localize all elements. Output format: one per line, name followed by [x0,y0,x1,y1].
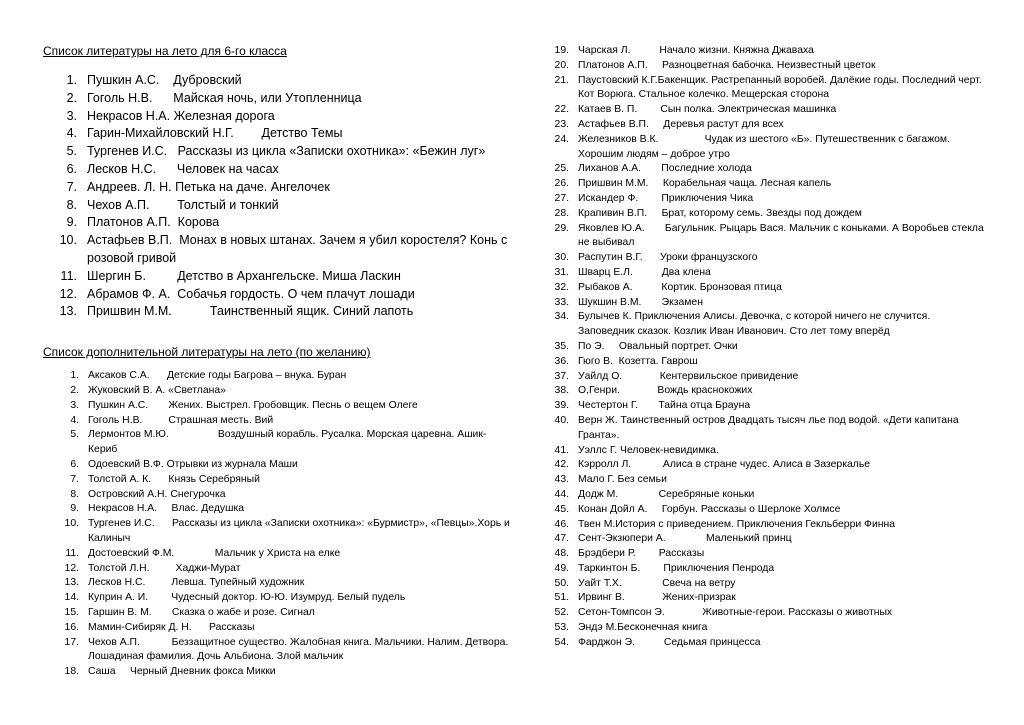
list-item-number: 6. [70,458,79,470]
additional-list-item [43,369,513,384]
list-item-number: 5. [66,144,77,159]
additional-list-item [545,266,985,281]
list-item-text: Толстой Л.Н. Хаджи-Мурат [88,562,241,574]
list-item-number: 28. [554,207,569,219]
additional-reading-list [43,369,513,680]
right-column [545,44,985,651]
list-item-text: Гоголь Н.В. Страшная месть. Вий [88,414,274,426]
additional-list-item [545,162,985,177]
list-item-number: 2. [70,384,79,396]
main-list-item [43,232,513,268]
main-list-item [43,161,513,179]
list-item-number: 11. [65,547,79,559]
list-item-number: 10. [64,518,79,530]
list-item-text: Пушкин А.С. Дубровский [87,73,242,87]
main-list-item [43,303,513,321]
list-item-text: Рыбаков А. Кортик. Бронзовая птица [578,281,782,293]
list-item-text: Чехов А.П. Толстый и тонкий [87,197,279,212]
list-item-number: 24. [554,133,569,145]
list-item-text: Гоголь Н.В. Майская ночь, или Утопленница [87,90,362,105]
list-item-number: 36. [554,355,569,367]
additional-list-item [43,606,513,621]
main-list-item [43,143,513,161]
additional-list-item [43,502,513,517]
list-item-number: 22. [554,104,569,116]
list-item-number: 47. [554,533,569,545]
list-item-number: 35. [554,340,569,352]
list-item-text: Лиханов А.А. Последние холода [578,163,752,175]
list-item-number: 45. [554,503,569,515]
list-item-number: 38. [554,385,569,397]
list-item-text: Андреев. Л. Н. Петька на даче. Ангелочек [87,179,330,194]
list-item-text: Толстой А. К. Князь Серебряный [88,473,260,485]
additional-list-item [545,310,985,340]
additional-list-item [545,458,985,473]
list-item-text: Гарин-Михайловский Н.Г. Детство Темы [87,126,343,141]
list-item-number: 13. [64,577,79,589]
list-item-number: 29. [554,222,569,234]
list-item-number: 1. [66,73,77,87]
list-item-text: Честертон Г. Тайна отца Брауна [578,400,751,412]
list-item-number: 13. [59,304,77,319]
list-item-text: Булычев К. Приключения Алисы. Девочка, с которой ничего не случится. Заповедник сказок. Козлик Иван Иванович. Сто лет тому вперёд [578,311,934,338]
list-item-text: Сент-Экзюпери А. Маленький принц [578,533,792,545]
list-item-text: Яковлев Ю.А. Багульник. Рыцарь Вася. Мальчик с коньками. А Воробьев стекла не выбивал [578,222,987,249]
list-item-number: 26. [554,178,569,190]
additional-list-item [545,281,985,296]
additional-list-item [43,399,513,414]
list-item-text: Пришвин М.М. Корабельная чаща. Лесная капель [578,178,832,190]
list-item-text: Лесков Н.С. Левша. Тупейный художник [88,577,305,589]
list-item-text: Додж М. Серебряные коньки [578,488,755,500]
additional-list-item [545,177,985,192]
list-item-number: 31. [554,266,569,278]
list-item-number: 51. [554,592,569,604]
list-item-number: 19. [554,45,569,56]
list-item-text: Таркинтон Б. Приключения Пенрода [578,562,775,574]
list-item-text: Пушкин А.С. Жених. Выстрел. Гробовщик. Песнь о вещем Олеге [88,399,418,411]
main-list-item [43,214,513,232]
list-item-number: 34. [554,311,569,323]
additional-list-item [43,591,513,606]
additional-list-item [545,192,985,207]
list-item-number: 43. [554,474,569,486]
additional-list-item [545,355,985,370]
additional-list-item [545,577,985,592]
main-list-item [43,179,513,197]
additional-list-item [43,621,513,636]
additional-list-item [43,473,513,488]
additional-list-item [545,444,985,459]
list-item-number: 8. [70,488,79,500]
list-item-number: 5. [70,429,79,441]
list-item-text: Катаев В. П. Сын полка. Электрическая машинка [578,104,837,116]
list-item-text: Тургенев И.С. Рассказы из цикла «Записки охотника»: «Бежин луг» [87,144,486,159]
additional-list-item [545,518,985,533]
list-item-number: 52. [554,607,569,619]
additional-list-item [545,606,985,621]
list-item-number: 6. [66,161,77,176]
list-item-number: 32. [554,281,569,293]
list-item-number: 16. [64,621,79,633]
additional-list-item [545,251,985,266]
list-item-text: Чехов А.П. Беззащитное существо. Жалобная книга. Мальчики. Налим. Детвора. Лошадиная фамилия. Дочь Альбиона. Злой мальчик [88,636,512,663]
main-list-item [43,72,513,90]
additional-list-item [545,562,985,577]
list-item-number: 44. [554,488,569,500]
additional-list-item [43,458,513,473]
list-item-number: 41. [554,444,569,456]
main-list-item [43,90,513,108]
list-item-text: Аксаков С.А. Детские годы Багрова – внука. Буран [88,370,347,382]
list-item-text: Шварц Е.Л. Два клена [578,266,711,278]
additional-list-item [545,118,985,133]
list-item-text: По Э. Овальный портрет. Очки [578,340,738,352]
additional-list-item [545,59,985,74]
list-item-number: 15. [64,606,79,618]
additional-reading-list-continued [545,44,985,651]
list-item-number: 54. [554,636,569,648]
list-item-text: Мамин-Сибиряк Д. Н. Рассказы [88,621,255,633]
list-item-number: 2. [66,90,77,105]
additional-list-item [43,665,513,680]
list-item-text: Гюго В. Козетта. Гаврош [578,355,698,367]
list-item-text: Конан Дойл А. Горбун. Рассказы о Шерлоке Холмсе [578,503,841,515]
list-item-text: Кэрролл Л. Алиса в стране чудес. Алиса в Зазеркалье [578,459,871,471]
additional-list-item [545,44,985,59]
list-item-text: Некрасов Н.А. Влас. Дедушка [88,503,245,515]
additional-list-item [43,428,513,458]
main-list-heading: Список литературы на лето для 6-го класса [43,44,287,58]
additional-list-item [545,384,985,399]
list-item-number: 12. [64,562,79,574]
list-item-text: Островский А.Н. Снегурочка [88,488,226,500]
list-item-text: Паустовский К.Г.Бакенщик. Растрепанный воробей. Далёкие годы. Последний черт. Кот Ворюга. Стальное колечко. Мещерская сторона [578,74,985,101]
list-item-number: 4. [70,414,79,426]
list-item-number: 18. [64,666,79,678]
additional-list-item [545,370,985,385]
list-item-text: Гаршин В. М. Сказка о жабе и розе. Сигнал [88,606,315,618]
list-item-number: 53. [554,622,569,634]
main-list-item [43,268,513,286]
list-item-text: Одоевский В.Ф. Отрывки из журнала Маши [88,458,298,470]
additional-list-item [545,488,985,503]
list-item-number: 9. [70,503,79,515]
list-item-text: Астафьев В.П. Деревья растут для всех [578,118,784,130]
main-list-item [43,197,513,215]
list-item-text: Брэдбери Р. Рассказы [578,548,705,560]
list-item-text: Ирвинг В. Жених-призрак [578,592,736,604]
additional-list-item [43,488,513,503]
additional-list-item [545,103,985,118]
list-item-number: 33. [554,296,569,308]
additional-list-item [545,621,985,636]
list-item-number: 12. [59,286,77,301]
list-item-number: 25. [554,163,569,175]
list-item-text: Платонов А.П. Разноцветная бабочка. Неизвестный цветок [578,59,876,71]
list-item-number: 1. [70,370,79,382]
list-item-number: 8. [66,197,77,212]
additional-list-item [545,503,985,518]
additional-list-item [43,636,513,666]
additional-list-item [545,532,985,547]
additional-list-item [43,576,513,591]
additional-list-item [545,207,985,222]
list-item-text: Верн Ж. Таинственный остров Двадцать тысяч лье под водой. «Дети капитана Гранта». [578,414,962,441]
additional-list-item [545,591,985,606]
list-item-text: О,Генри. Вождь краснокожих [578,385,753,397]
list-item-number: 9. [66,215,77,230]
additional-list-item [43,384,513,399]
list-item-number: 21. [554,74,569,86]
additional-list-item [43,517,513,547]
main-reading-list [43,72,513,321]
list-item-text: Железников В.К. Чудак из шестого «Б». Путешественник с багажом. Хорошим людям – доброе утро [578,133,953,160]
list-item-text: Искандер Ф. Приключения Чика [578,192,754,204]
list-item-number: 20. [554,59,569,71]
list-item-number: 46. [554,518,569,530]
list-item-text: Шукшин В.М. Экзамен [578,296,703,308]
additional-list-item [545,547,985,562]
additional-list-item [545,473,985,488]
list-item-number: 40. [554,414,569,426]
list-item-number: 49. [554,562,569,574]
additional-list-item [545,222,985,252]
list-item-number: 10. [59,233,77,248]
list-item-text: Уэллс Г. Человек-невидимка. [578,444,719,456]
additional-list-item [545,296,985,311]
list-item-text: Куприн А. И. Чудесный доктор. Ю-Ю. Изумруд. Белый пудель [88,592,406,604]
list-item-text: Лесков Н.С. Человек на часах [87,161,279,176]
list-item-text: Эндэ М.Бесконечная книга [578,622,708,634]
list-item-text: Некрасов Н.А. Железная дорога [87,108,275,123]
list-item-text: Астафьев В.П. Монах в новых штанах. Зачем я убил коростеля? Конь с розовой гривой [87,233,511,265]
list-item-number: 39. [554,400,569,412]
additional-list-item [545,74,985,104]
additional-list-item [43,547,513,562]
main-list-item [43,286,513,304]
list-item-number: 27. [554,192,569,204]
main-list-item [43,125,513,143]
list-item-text: Платонов А.П. Корова [87,215,220,230]
list-item-text: Чарская Л. Начало жизни. Княжна Джаваха [578,45,814,56]
additional-list-item [43,562,513,577]
list-item-text: Мало Г. Без семьи [578,474,667,486]
list-item-text: Распутин В.Г. Уроки французского [578,252,758,264]
list-item-number: 50. [554,577,569,589]
additional-list-item [545,340,985,355]
list-item-text: Лермонтов М.Ю. Воздушный корабль. Русалка. Морская царевна. Ашик-Кериб [88,429,487,456]
list-item-text: Жуковский В. А. «Светлана» [88,384,226,396]
list-item-text: Абрамов Ф. А. Собачья гордость. О чем плачут лошади [87,286,415,301]
left-column [43,44,513,680]
additional-list-item [545,636,985,651]
list-item-text: Тургенев И.С. Рассказы из цикла «Записки охотника»: «Бурмистр», «Певцы».Хорь и Калиныч [88,518,513,544]
list-item-text: Фарджон Э. Седьмая принцесса [578,636,761,648]
additional-list-item [545,414,985,444]
additional-list-heading: Список дополнительной литературы на лето (по желанию) [43,345,371,360]
list-item-text: Саша Черный Дневник фокса Микки [88,666,276,678]
list-item-text: Пришвин М.М. Таинственный ящик. Синий лапоть [87,304,414,319]
list-item-text: Сетон-Томпсон Э. Животные-герои. Рассказы о животных [578,607,893,619]
list-item-text: Шергин Б. Детство в Архангельске. Миша Ласкин [87,268,401,283]
list-item-number: 7. [70,473,79,485]
main-list-item [43,108,513,126]
list-item-text: Достоевский Ф.М. Мальчик у Христа на елке [88,547,341,559]
additional-list-item [43,414,513,429]
list-item-text: Уайлд О. Кентервильское привидение [578,370,799,382]
list-item-number: 37. [554,370,569,382]
list-item-number: 7. [66,179,77,194]
list-item-text: Крапивин В.П. Брат, которому семь. Звезды под дождем [578,207,862,219]
list-item-number: 14. [64,592,79,604]
list-item-text: Уайт Т.Х. Свеча на ветру [578,577,736,589]
additional-list-item [545,399,985,414]
list-item-number: 11. [60,268,77,283]
list-item-number: 17. [64,636,79,648]
list-item-number: 42. [554,459,569,471]
list-item-number: 48. [554,548,569,560]
list-item-number: 30. [554,252,569,264]
list-item-number: 3. [70,399,79,411]
additional-list-item [545,133,985,163]
list-item-number: 4. [66,126,77,141]
list-item-text: Твен М.История с приведением. Приключения Гекльберри Финна [578,518,896,530]
list-item-number: 3. [66,108,77,123]
list-item-number: 23. [554,118,569,130]
